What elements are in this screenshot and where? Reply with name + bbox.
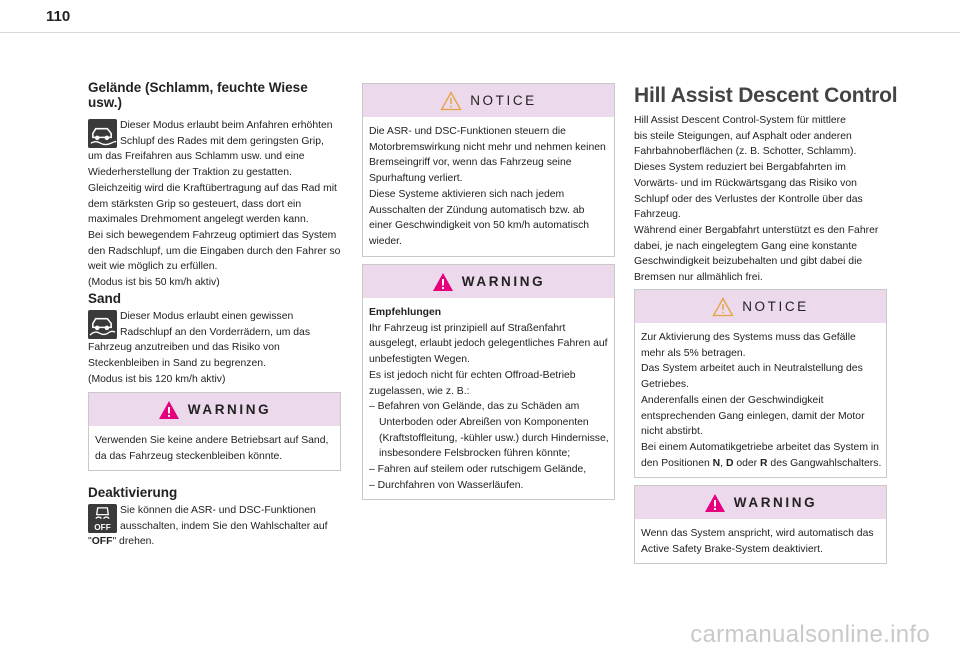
- terrain-mode-title: Gelände (Schlamm, feuchte Wiese usw.): [88, 80, 308, 110]
- warning-body: Verwenden Sie keine andere Betriebsart auf Sand, da das Fahrzeug steckenbleiben könnte.: [95, 435, 329, 462]
- warning-body: Wenn das System anspricht, wird automatisch das Active Safety Brake-System deaktiviert.: [641, 528, 874, 555]
- warning-header: [635, 486, 886, 519]
- gear-r: R: [760, 457, 768, 469]
- terrain-mode-section: Dieser Modus erlaubt beim Anfahren erhöhten Schlupf des Rades mit dem geringsten Grip, um das Freifahren aus Schlamm usw. und eine Wiederherstellung der Traktion zu gestatten. Gleichzeitig wird die Kraftübertragung auf das Rad mit dem stärksten Grip so gesteuert, dass dort ein maximales Drehmoment angelegt werden kann. Bei sich bewegendem Fahrzeug optimiert das System den Radschlupf, um die Eingaben durch den Fahrer so weit wie möglich zu erfüllen. (Modus ist bis 50 km/h aktiv): [88, 120, 341, 289]
- deactivation-title: Deaktivierung: [88, 485, 178, 500]
- header-divider: [0, 32, 960, 33]
- sand-mode-title: Sand: [88, 291, 122, 306]
- notice-label: NOTICE: [742, 299, 809, 314]
- page-number: 110: [46, 8, 71, 25]
- warning-header: [89, 393, 340, 426]
- sand-mode-section: Dieser Modus erlaubt einen gewissen Radschlupf an den Vorderrädern, um das Fahrzeug anzutreiben und das Risiko von Steckenbleiben in Sand zu begrenzen. (Modus ist bis 120 km/h aktiv): [88, 311, 311, 385]
- notice-body: Zur Aktivierung des Systems muss das Gefälle mehr als 5% betragen. Das System arbeitet auch in Neutralstellung des Getriebes. Anderenfalls einen der Geschwindigkeit entsprechenden Gang einlegen, damit der Motor nicht abstirbt. Bei einem Automatikgetriebe arbeitet das System in den Positionen N, D oder R des Gangwahlschalters.: [641, 332, 882, 469]
- notice-body: Die ASR- und DSC-Funktionen steuern die Motorbremswirkung nicht mehr und nehmen keinen Bremseingriff vor, wenn das Fahrzeug seine Spurhaftung verliert. Diese Systeme aktivieren sich nach jedem Ausschalten der Zündung automatisch bzw. ab einer Geschwindigkeit von 50 km/h automatisch wieder.: [369, 126, 606, 247]
- warning-header: [363, 265, 614, 298]
- column-left: [88, 80, 342, 548]
- off-position: OFF: [91, 536, 113, 548]
- warning-heading: Empfehlungen: [369, 307, 442, 318]
- deactivation-section: OFF Sie können die ASR- und DSC-Funktionen ausschalten, indem Sie den Wahlschalter auf "OFF" drehen.: [88, 505, 328, 548]
- notice-header: [363, 84, 614, 117]
- hadc-warning-box: [634, 485, 887, 564]
- warning-label: WARNING: [733, 495, 818, 510]
- sand-warning-box: [88, 392, 341, 471]
- warning-triangle-icon: [704, 493, 726, 513]
- warning-triangle-icon: [158, 400, 180, 420]
- dsc-off-icon: [88, 504, 117, 533]
- notice-header: [635, 290, 886, 323]
- warning-label: WARNING: [187, 402, 272, 417]
- hadc-intro: Hill Assist Descent Control-System für mittlere bis steile Steigungen, auf Asphalt oder anderen Fahrbahnoberflächen (z. B. Schotter, Schlamm). Dieses System reduziert bei Bergabfahrten im Vorwärts- und im Rückwärtsgang das Risiko von Schlupf oder des Verlustes der Kontrolle über das Fahrzeug. Während einer Bergabfahrt unterstützt es den Fahrer dabei, je nach eingelegtem Gang eine konstante Geschwindigkeit beizubehalten und gibt dabei die Bremsen nur allmählich frei.: [634, 115, 879, 284]
- sand-terrain-icon: [88, 310, 117, 339]
- warning-body: Empfehlungen Ihr Fahrzeug ist prinzipiell auf Straßenfahrt ausgelegt, erlaubt jedoch gelegentliches Fahren auf unbefestigten Wegen. Es ist jedoch nicht für echten Offroad-Betrieb zugelassen, wie z. B.: – Befahren von Gelände, das zu Schäden am Unterboden oder Abreißen von Komponenten (Kraftstoffleitung, -kühler usw.) durch Hindernisse, insbesondere Felsbrocken führen könnte; – Fahren auf steilem oder rutschigem Gelände, – Durchfahren von Wasserläufen.: [369, 307, 609, 491]
- asr-notice-box: [362, 83, 615, 257]
- warning-triangle-icon: [432, 272, 454, 292]
- offroad-warning-box: [362, 264, 615, 500]
- notice-triangle-icon: [440, 91, 462, 111]
- warning-label: WARNING: [461, 274, 546, 289]
- gear-n: N: [712, 457, 721, 469]
- svg-text:OFF: OFF: [94, 523, 111, 533]
- notice-label: NOTICE: [470, 93, 537, 108]
- section-title: Hill Assist Descent Control: [634, 84, 898, 107]
- watermark: carmanualsonline.info: [690, 621, 930, 648]
- hadc-notice-box: [634, 289, 887, 478]
- gear-d: D: [725, 457, 734, 469]
- notice-triangle-icon: [712, 297, 734, 317]
- mud-terrain-icon: [88, 119, 117, 148]
